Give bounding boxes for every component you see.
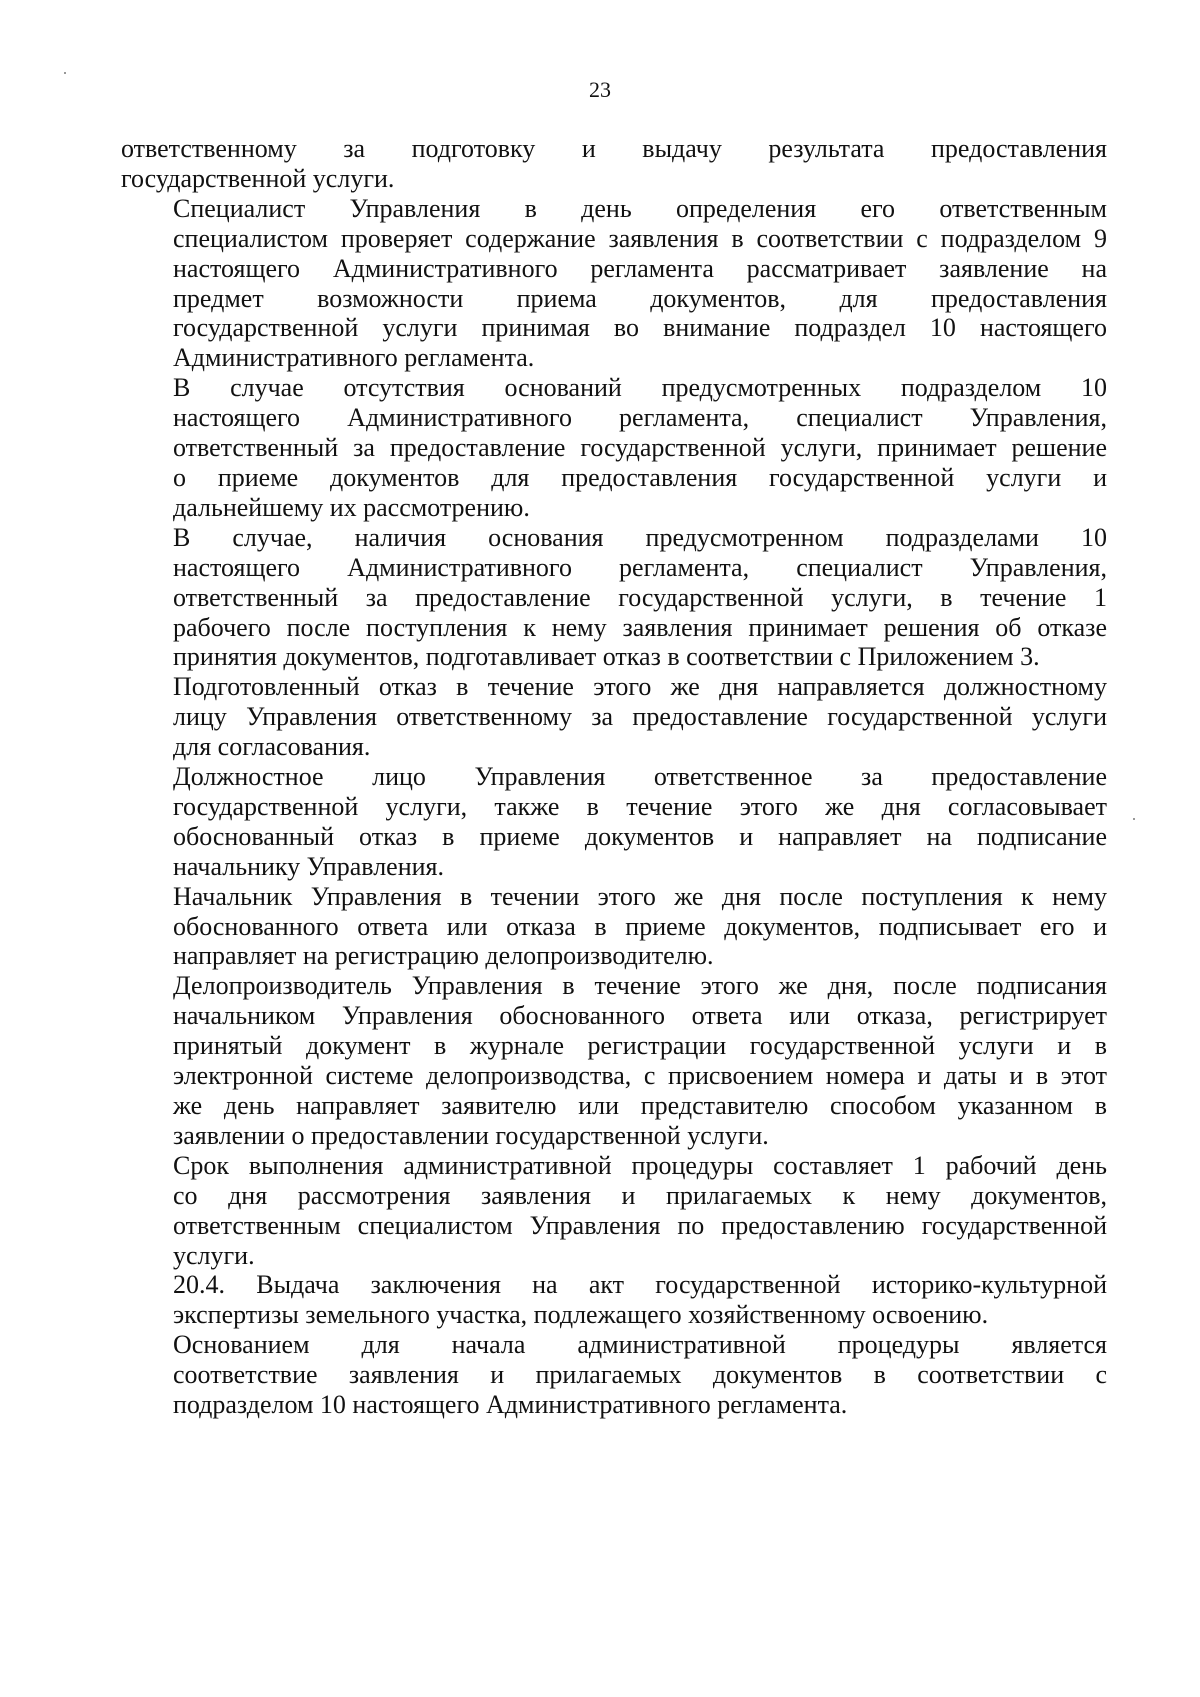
paragraph [121, 882, 1107, 972]
document-body [121, 134, 1107, 1420]
paragraph [121, 523, 1107, 673]
text-line: государственной услуги. [121, 163, 395, 193]
paragraph [121, 134, 1107, 194]
text-line: обоснованный отказ в приеме документов и направляет на подписание [173, 821, 1107, 851]
text-line: начальником Управления обоснованного ответа или отказа, регистрирует [173, 1001, 1107, 1031]
text-line: принятия документов, подготавливает отказ в соответствии с Приложением 3. [173, 642, 1040, 672]
text-line: В случае отсутствия оснований предусмотренных подразделом 10 [173, 373, 1107, 403]
text-line: 20.4. Выдача заключения на акт государственной историко-культурной [173, 1270, 1107, 1300]
text-line: настоящего Административного регламента, специалист Управления, [173, 403, 1107, 433]
text-line: государственной услуги принимая во внимание подраздел 10 настоящего [173, 313, 1107, 343]
text-line: настоящего Административного регламента рассматривает заявление на [173, 253, 1107, 283]
text-line: настоящего Административного регламента, специалист Управления, [173, 552, 1107, 582]
text-line: Специалист Управления в день определения его ответственным [173, 193, 1107, 223]
text-line: ответственному за подготовку и выдачу результата предоставления [121, 134, 1107, 163]
text-line: со дня рассмотрения заявления и прилагаемых к нему документов, [173, 1180, 1107, 1210]
paragraph [121, 971, 1107, 1150]
text-line: о приеме документов для предоставления государственной услуги и [173, 462, 1107, 492]
text-line: обоснованного ответа или отказа в приеме документов, подписывает его и [173, 911, 1107, 941]
text-line: начальнику Управления. [173, 851, 444, 881]
text-line: ответственный за предоставление государственной услуги, принимает решение [173, 433, 1107, 463]
text-line: Начальник Управления в течении этого же дня после поступления к нему [173, 881, 1107, 911]
text-line: рабочего после поступления к нему заявления принимает решения об отказе [173, 612, 1107, 642]
scan-speck [1133, 818, 1135, 820]
text-line: Должностное лицо Управления ответственное за предоставление [173, 762, 1107, 792]
text-line: экспертизы земельного участка, подлежащего хозяйственному освоению. [173, 1300, 989, 1330]
text-line: Административного регламента. [173, 343, 535, 373]
text-line: Делопроизводитель Управления в течение этого же дня, после подписания [173, 971, 1107, 1001]
text-line: предмет возможности приема документов, для предоставления [173, 283, 1107, 313]
text-line: государственной услуги, также в течение этого же дня согласовывает [173, 791, 1107, 821]
text-line: принятый документ в журнале регистрации государственной услуги и в [173, 1031, 1107, 1061]
paragraph [121, 672, 1107, 762]
paragraph [121, 762, 1107, 882]
paragraph [121, 1151, 1107, 1271]
text-line: для согласования. [173, 732, 371, 762]
page-number: 23 [589, 77, 611, 102]
text-line: соответствие заявления и прилагаемых документов в соответствии с [173, 1360, 1107, 1390]
text-line: электронной системе делопроизводства, с присвоением номера и даты и в этот [173, 1061, 1107, 1091]
text-line: же день направляет заявителю или представителю способом указанном в [173, 1091, 1107, 1120]
text-line: дальнейшему их рассмотрению. [173, 492, 530, 522]
text-line: заявлении о предоставлении государственной услуги. [173, 1120, 769, 1150]
paragraph [121, 194, 1107, 373]
scan-speck [64, 72, 66, 74]
text-line: В случае, наличия основания предусмотренном подразделами 10 [173, 522, 1107, 552]
text-line: Срок выполнения административной процедуры составляет 1 рабочий день [173, 1150, 1107, 1180]
paragraph [121, 1270, 1107, 1330]
paragraph [121, 373, 1107, 523]
text-line: услуги. [173, 1240, 255, 1270]
text-line: специалистом проверяет содержание заявления в соответствии с подразделом 9 [173, 223, 1107, 253]
text-line: лицу Управления ответственному за предоставление государственной услуги [173, 702, 1107, 732]
text-line: Основанием для начала административной процедуры является [173, 1330, 1107, 1360]
text-line: направляет на регистрацию делопроизводителю. [173, 941, 714, 971]
text-line: ответственный за предоставление государственной услуги, в течение 1 [173, 582, 1107, 612]
text-line: подразделом 10 настоящего Административного регламента. [173, 1390, 848, 1420]
paragraph [121, 1330, 1107, 1420]
text-line: ответственным специалистом Управления по предоставлению государственной [173, 1210, 1107, 1240]
text-line: Подготовленный отказ в течение этого же дня направляется должностному [173, 672, 1107, 702]
